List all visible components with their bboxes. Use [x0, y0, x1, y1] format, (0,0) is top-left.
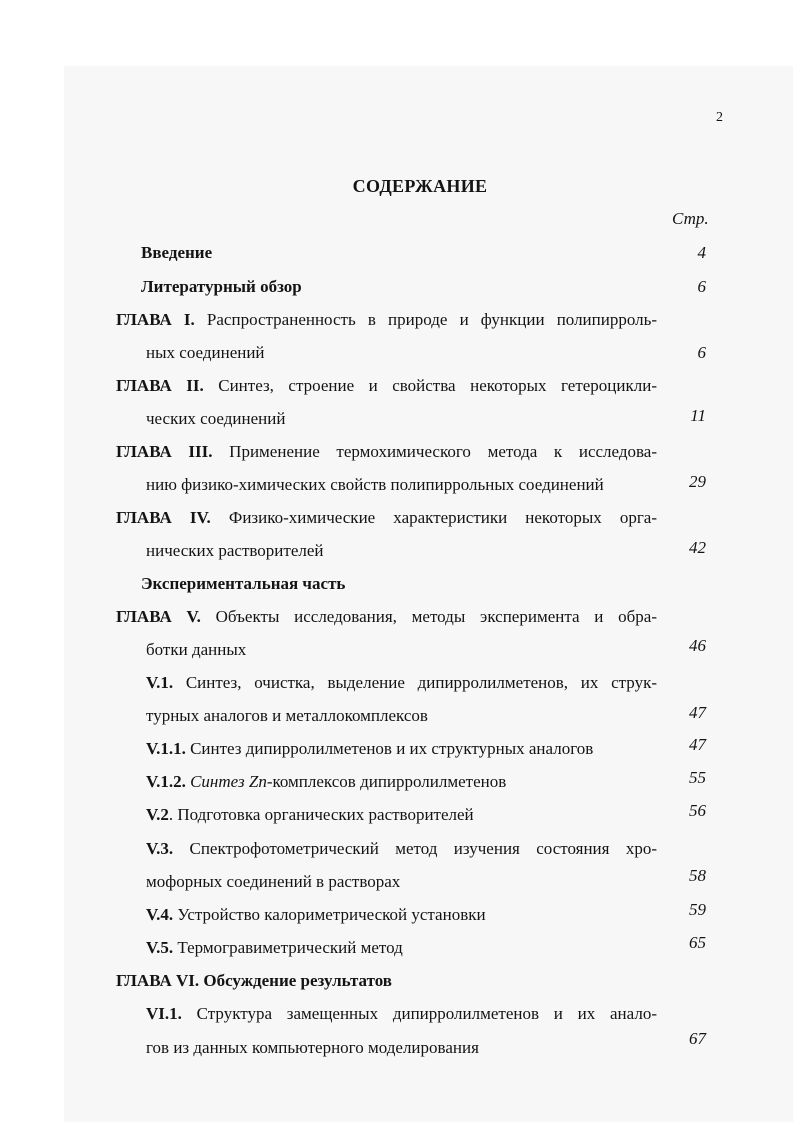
toc-section-v1-page: 47	[689, 703, 706, 722]
toc-chapter-5[interactable]: ГЛАВА V. Объекты исследования, методы эксперимента и обра-	[116, 607, 658, 626]
toc-chapter-1-cont: ных соединений	[146, 343, 265, 362]
toc-section-v3-cont: мофорных соединений в растворах	[146, 872, 401, 891]
toc-section-v12-page: 55	[689, 768, 706, 787]
toc-chapter-6[interactable]: ГЛАВА VI. Обсуждение результатов	[116, 971, 392, 990]
toc-chapter-4-page: 42	[689, 538, 706, 557]
toc-chapter-5-page: 46	[689, 636, 706, 655]
page-column-label: Стр.	[672, 209, 709, 228]
toc-intro-page: 4	[697, 243, 706, 262]
toc-chapter-4[interactable]: ГЛАВА IV. Физико-химические характеристики некоторых орга-	[116, 508, 658, 527]
toc-section-v3-page: 58	[689, 866, 706, 885]
toc-section-v12[interactable]: V.1.2. Синтез Zn-комплексов дипирролилметенов	[146, 772, 507, 791]
toc-chapter-3[interactable]: ГЛАВА III. Применение термохимического метода к исследова-	[116, 442, 658, 461]
toc-chapter-3-page: 29	[689, 472, 706, 491]
toc-literature-review[interactable]: Литературный обзор	[141, 277, 302, 296]
toc-section-v2[interactable]: V.2. Подготовка органических растворителей	[146, 805, 474, 824]
toc-section-vi1[interactable]: VI.1. Структура замещенных дипирролилметенов и их анало-	[146, 1004, 657, 1023]
toc-chapter-3-cont: нию физико-химических свойств полипиррольных соединений	[146, 475, 604, 494]
toc-section-v11[interactable]: V.1.1. Синтез дипирролилметенов и их структурных аналогов	[146, 739, 594, 758]
toc-section-v4[interactable]: V.4. Устройство калориметрической установки	[146, 905, 486, 924]
toc-chapter-4-cont: нических растворителей	[146, 541, 324, 560]
toc-chapter-1-page: 6	[697, 343, 706, 362]
toc-section-vi1-page: 67	[689, 1029, 706, 1048]
toc-section-v5-page: 65	[689, 933, 706, 952]
toc-section-v1[interactable]: V.1. Синтез, очистка, выделение дипирролилметенов, их струк-	[146, 673, 657, 692]
toc-section-v11-page: 47	[689, 735, 706, 754]
toc-section-vi1-cont: гов из данных компьютерного моделирования	[146, 1038, 479, 1057]
toc-experimental[interactable]: Экспериментальная часть	[141, 574, 346, 593]
toc-section-v2-page: 56	[689, 801, 706, 820]
toc-section-v3[interactable]: V.3. Спектрофотометрический метод изучения состояния хро-	[146, 839, 658, 858]
toc-chapter-2[interactable]: ГЛАВА II. Синтез, строение и свойства некоторых гетероцикли-	[116, 376, 657, 395]
toc-chapter-1[interactable]: ГЛАВА I. Распространенность в природе и функции полипирроль-	[116, 310, 658, 329]
toc-section-v1-cont: турных аналогов и металлокомплексов	[146, 706, 428, 725]
toc-chapter-2-cont: ческих соединений	[146, 409, 286, 428]
toc-chapter-2-page: 11	[690, 406, 706, 425]
toc-literature-review-page: 6	[697, 277, 706, 296]
toc-intro[interactable]: Введение	[141, 243, 213, 262]
toc-section-v5[interactable]: V.5. Термогравиметрический метод	[146, 938, 403, 957]
toc-chapter-5-cont: ботки данных	[146, 640, 247, 659]
toc-section-v4-page: 59	[689, 900, 706, 919]
page-number: 2	[716, 110, 723, 125]
toc-title: СОДЕРЖАНИЕ	[352, 176, 488, 196]
